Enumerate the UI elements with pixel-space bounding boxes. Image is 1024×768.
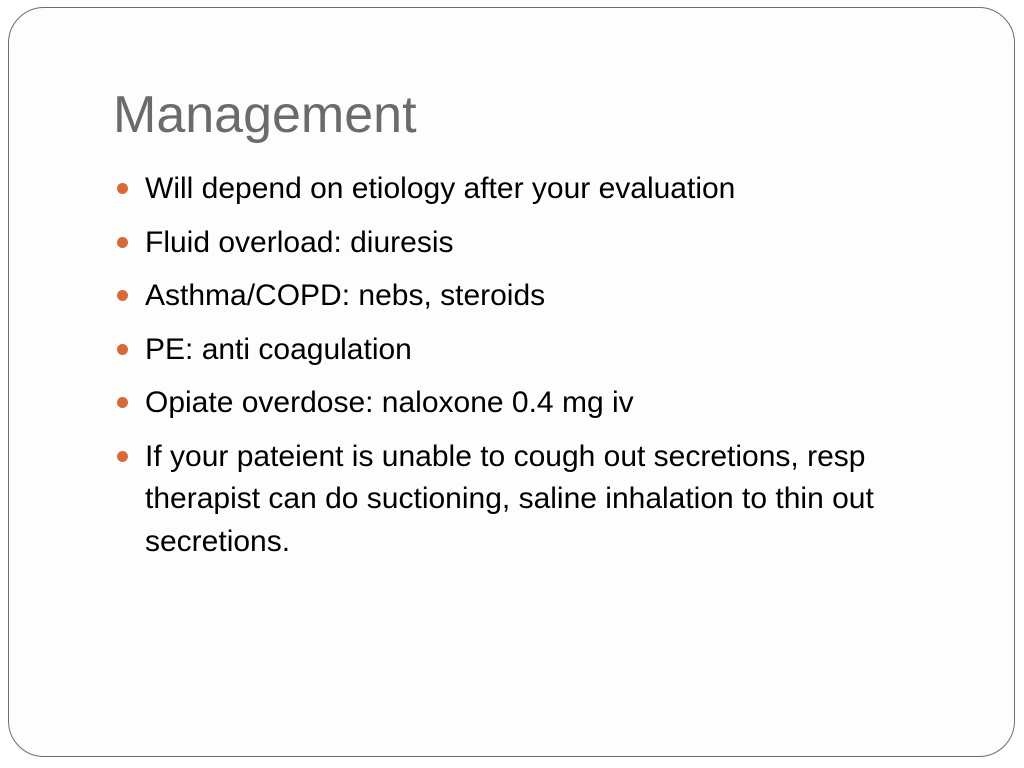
bullet-item — [113, 382, 973, 425]
slide-title: Management — [113, 86, 417, 144]
bullet-dot-icon — [117, 183, 128, 194]
bullet-item — [113, 275, 973, 318]
bullet-text: PE: anti coagulation — [145, 332, 412, 366]
bullet-dot-icon — [117, 397, 128, 408]
bullet-dot-icon — [117, 290, 128, 301]
bullet-text: Asthma/COPD: nebs, steroids — [145, 279, 546, 312]
bullet-item — [113, 436, 973, 564]
bullet-text: Will depend on etiology after your evaluation — [145, 172, 736, 205]
bullet-item — [113, 222, 973, 265]
bullet-dot-icon — [117, 451, 128, 462]
bullet-item — [113, 168, 973, 211]
bullet-text: Opiate overdose: naloxone 0.4 mg iv — [145, 386, 634, 419]
bullet-item — [113, 329, 973, 372]
bullet-text: If your pateient is unable to cough out secretions, resp therapist can do suctioning, saline inhalation to thin out secretions. — [145, 439, 874, 558]
bullet-list — [113, 168, 973, 574]
bullet-dot-icon — [117, 237, 128, 248]
bullet-text: Fluid overload: diuresis — [145, 225, 454, 259]
bullet-dot-icon — [117, 344, 128, 355]
